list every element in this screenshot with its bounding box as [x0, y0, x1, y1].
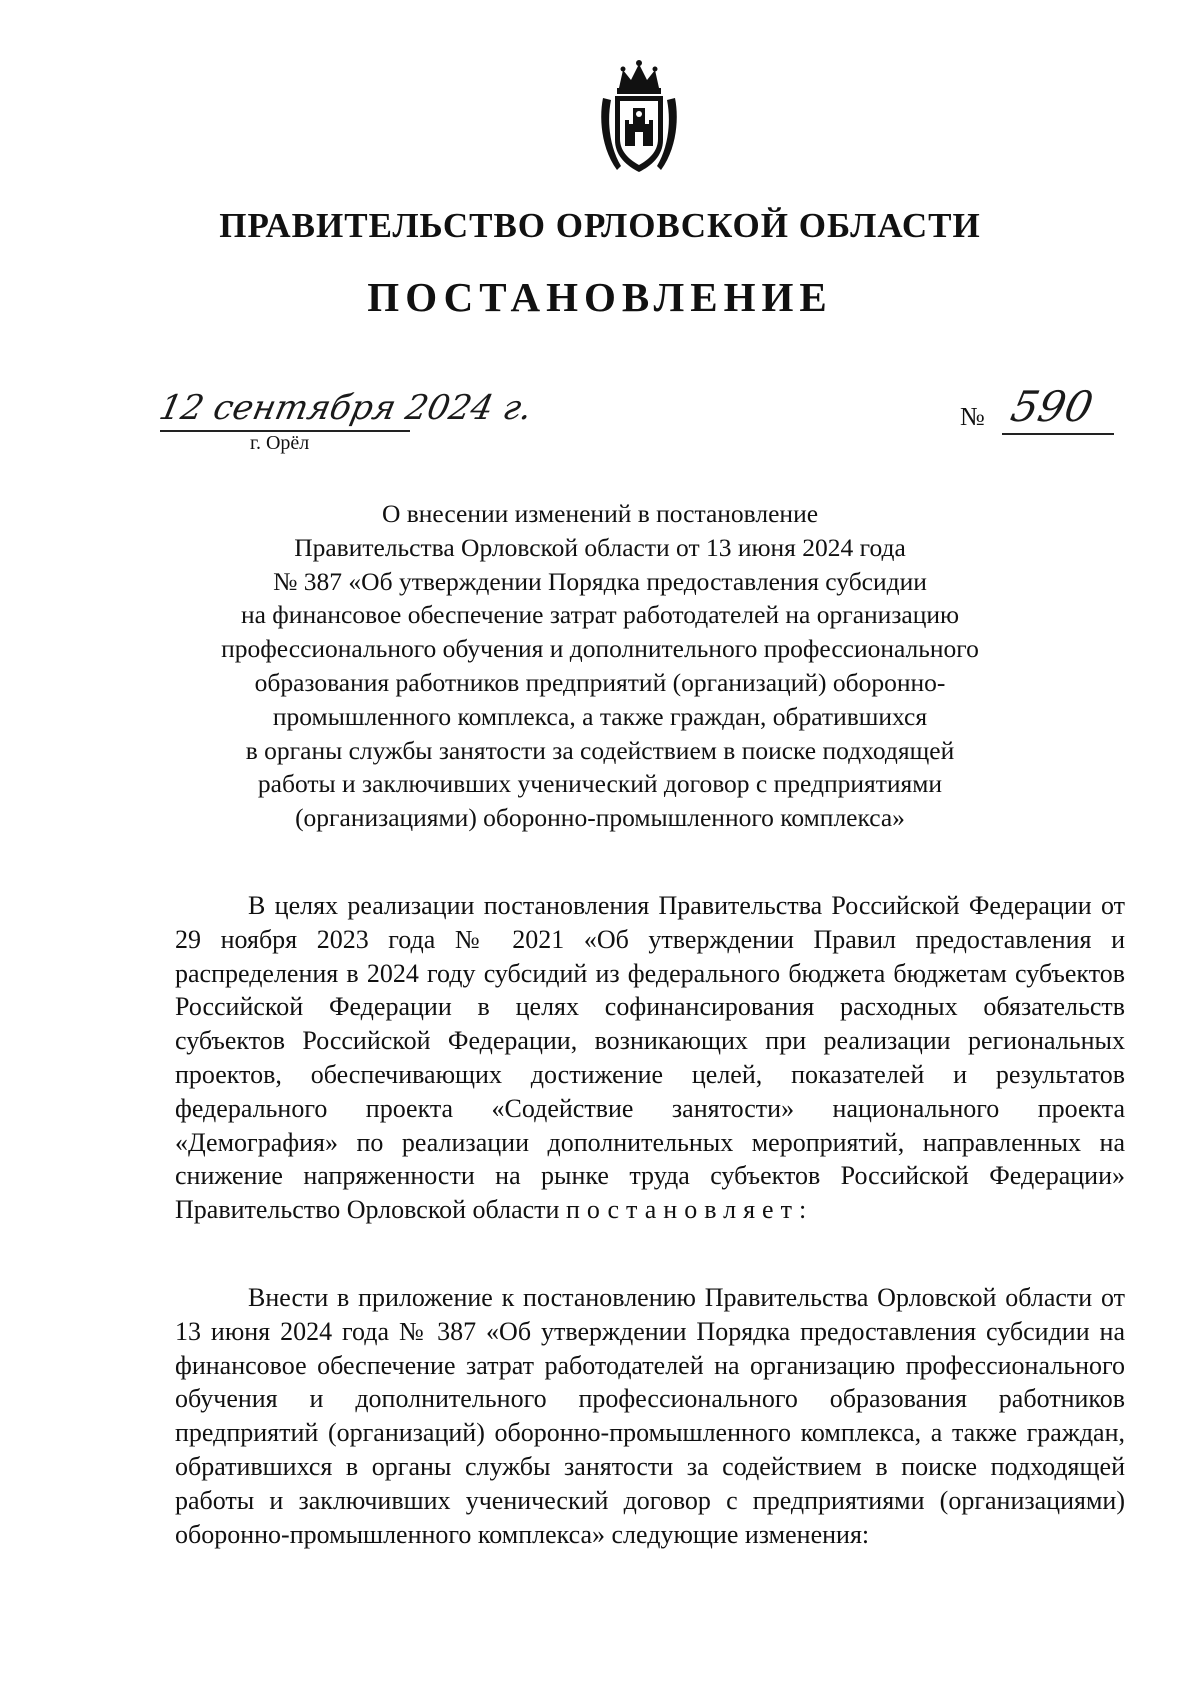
date-block: [155, 388, 560, 458]
organization-title: ПРАВИТЕЛЬСТВО ОРЛОВСКОЙ ОБЛАСТИ: [219, 206, 981, 245]
preamble-paragraph: [175, 889, 1125, 1227]
document-subject: [150, 497, 1050, 835]
coat-of-arms-icon: [597, 58, 681, 178]
subject-line: работы и заключивших ученический договор с предприятиями: [257, 769, 943, 799]
document-type-heading: ПОСТАНОВЛЕНИЕ: [367, 274, 833, 320]
number-underline: [1002, 433, 1114, 435]
subject-line: № 387 «Об утверждении Порядка предоставления субсидии: [273, 566, 927, 596]
subject-line: в органы службы занятости за содействием в поиске подходящей: [245, 735, 955, 765]
preamble-text: В целях реализации постановления Правительства Российской Федерации от 29 ноября 2023 года № 2021 «Об утверждении Правил предоставления и распределения в 2024 году субсидий из федерального бюджета бюджетам субъектов Российской Федерации в целях софинансирования расходных обязательств субъектов Российской Федерации, возникающих при реализации региональных проектов, обеспечивающих достижение целей, показателей и результатов федерального проекта «Содействие занятости» национального проекта «Демография» по реализации дополнительных мероприятий, направленных на снижение напряженности на рынке труда субъектов Российской Федерации» Правительство Орловской области: [175, 891, 1125, 1225]
handwritten-number: 590: [1006, 382, 1098, 431]
subject-line: Правительства Орловской области от 13 июня 2024 года: [294, 532, 906, 562]
city-label: г. Орёл: [250, 432, 310, 454]
subject-line: образования работников предприятий (организаций) оборонно-: [254, 667, 946, 697]
subject-line: (организациями) оборонно-промышленного комплекса»: [295, 803, 905, 833]
subject-line: профессионального обучения и дополнительного профессионального: [221, 634, 979, 664]
decree-word: постановляет:: [565, 1195, 814, 1225]
number-sign: №: [960, 402, 985, 431]
amendment-paragraph: Внести в приложение к постановлению Правительства Орловской области от 13 июня 2024 года № 387 «Об утверждении Порядка предоставления субсидии на финансовое обеспечение затрат работодателей на организацию профессионального обучения и дополнительного профессионального образования работников предприятий (организаций) оборонно-промышленного комплекса, а также граждан, обратившихся в органы службы занятости за содействием в поиске подходящей работы и заключивших ученический договор с предприятиями (организациями) оборонно-промышленного комплекса» следующие изменения:: [175, 1283, 1125, 1549]
number-block: [960, 382, 1130, 438]
subject-line: О внесении изменений в постановление: [381, 499, 819, 528]
subject-line: на финансовое обеспечение затрат работодателей на организацию: [240, 600, 960, 630]
subject-line: промышленного комплекса, а также граждан, обратившихся: [272, 701, 928, 731]
handwritten-date: 12 сентября 2024 г.: [155, 388, 536, 428]
